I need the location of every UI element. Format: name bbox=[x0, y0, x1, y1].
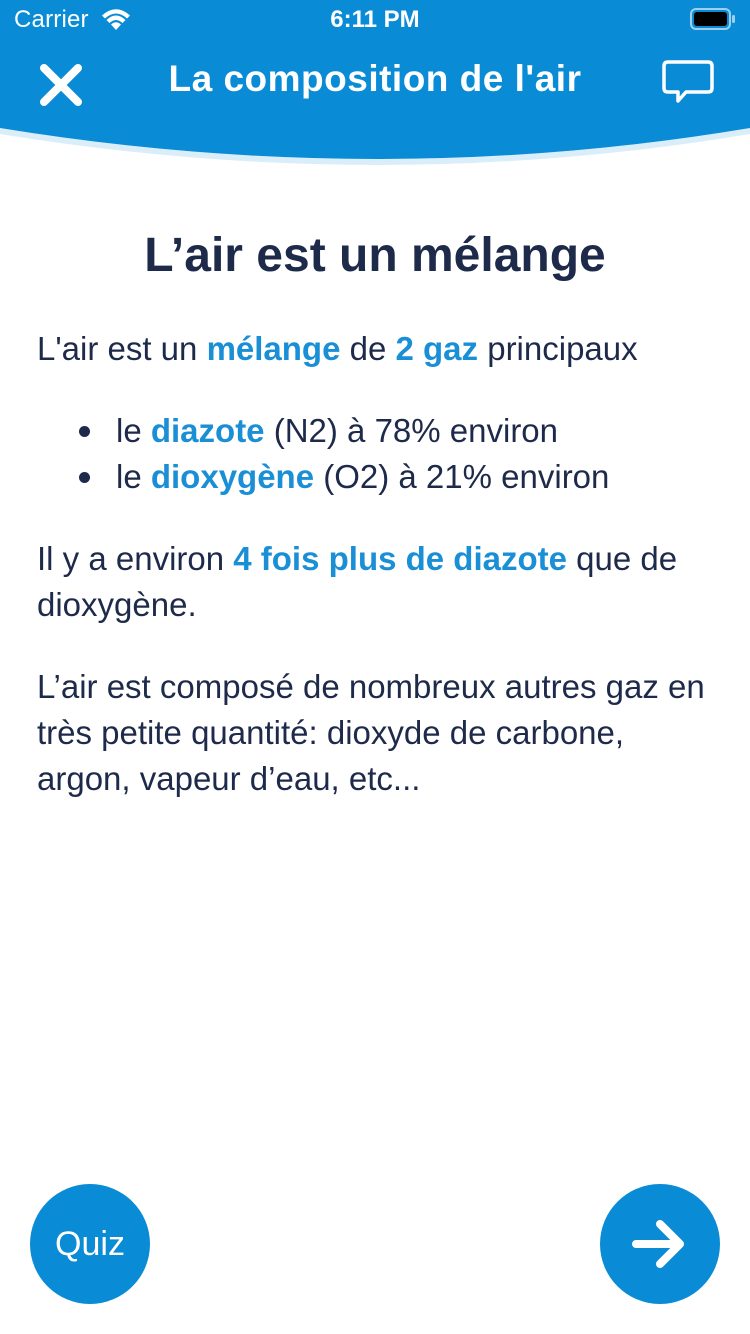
highlight-2-gaz: 2 gaz bbox=[395, 330, 479, 367]
bullet-icon bbox=[79, 426, 90, 437]
header-bar bbox=[0, 0, 750, 170]
highlight-melange: mélange bbox=[206, 330, 341, 367]
battery-icon bbox=[690, 8, 736, 30]
highlight-dioxygene: dioxygène bbox=[150, 458, 315, 495]
carrier-label: Carrier bbox=[14, 6, 89, 33]
close-button[interactable] bbox=[34, 58, 88, 112]
paragraph-other-gases: L’air est composé de nombreux autres gaz en très petite quantité: dioxyde de carbone, argon, vapeur d’eau, etc... bbox=[37, 668, 705, 797]
arrow-right-icon bbox=[630, 1218, 690, 1270]
close-icon bbox=[34, 58, 88, 112]
gas-list bbox=[37, 408, 717, 500]
next-button[interactable] bbox=[600, 1184, 720, 1304]
quiz-button[interactable] bbox=[30, 1184, 150, 1304]
lesson-heading: L’air est un mélange bbox=[144, 229, 606, 282]
paragraph-ratio: Il y a environ 4 fois plus de diazote que de dioxygène. bbox=[37, 540, 678, 623]
feedback-button[interactable] bbox=[660, 58, 716, 108]
chat-bubble-icon bbox=[660, 58, 716, 108]
list-item: le dioxygène (O2) à 21% environ bbox=[37, 454, 717, 500]
highlight-diazote: diazote bbox=[150, 412, 265, 449]
highlight-4-fois: 4 fois plus de diazote bbox=[233, 540, 567, 577]
page-title: La composition de l'air bbox=[168, 58, 582, 99]
quiz-button-label: Quiz bbox=[55, 1224, 125, 1263]
list-item: le diazote (N2) à 78% environ bbox=[37, 408, 717, 454]
paragraph-composition: L'air est un mélange de 2 gaz principaux bbox=[37, 330, 638, 367]
status-bar bbox=[0, 0, 750, 40]
status-time: 6:11 PM bbox=[330, 6, 420, 33]
bullet-icon bbox=[79, 472, 90, 483]
